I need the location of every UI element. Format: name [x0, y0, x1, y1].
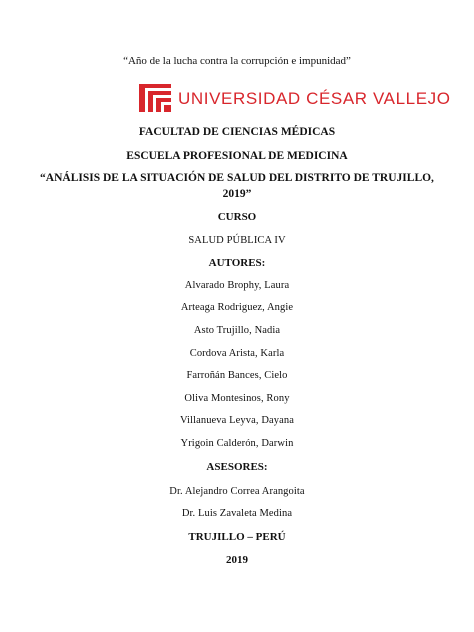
document-title-line1: “ANÁLISIS DE LA SITUACIÓN DE SALUD DEL DISTRITO DE TRUJILLO,: [40, 172, 434, 184]
author-name: Asto Trujillo, Nadia: [193, 325, 281, 336]
author-name: Farroñán Bances, Cielo: [186, 370, 288, 381]
advisors-heading: ASESORES:: [206, 461, 268, 473]
city-country: TRUJILLO – PERÚ: [188, 531, 286, 543]
motto: “Año de la lucha contra la corrupción e impunidad”: [123, 55, 351, 67]
school-name: ESCUELA PROFESIONAL DE MEDICINA: [126, 150, 348, 162]
author-name: Alvarado Brophy, Laura: [184, 280, 290, 291]
author-name: Arteaga Rodriguez, Angie: [180, 302, 294, 313]
advisor-name: Dr. Luis Zavaleta Medina: [181, 508, 293, 519]
university-logo: [137, 80, 451, 116]
author-name: Cordova Arista, Karla: [189, 348, 285, 359]
faculty-name: FACULTAD DE CIENCIAS MÉDICAS: [138, 126, 336, 138]
document-year: 2019: [226, 554, 248, 566]
course-name: SALUD PÚBLICA IV: [188, 235, 286, 246]
authors-heading: AUTORES:: [208, 257, 266, 269]
advisor-name: Dr. Alejandro Correa Arangoita: [169, 486, 305, 497]
document-title-line2: 2019”: [222, 188, 252, 200]
author-name: Oliva Montesinos, Rony: [184, 393, 290, 404]
university-logo-text: UNIVERSIDAD CÉSAR VALLEJO: [178, 89, 451, 108]
course-heading: CURSO: [217, 211, 257, 223]
author-name: Villanueva Leyva, Dayana: [179, 415, 294, 426]
university-shield-icon: [137, 80, 173, 116]
author-name: Yrigoin Calderón, Darwin: [180, 438, 294, 449]
